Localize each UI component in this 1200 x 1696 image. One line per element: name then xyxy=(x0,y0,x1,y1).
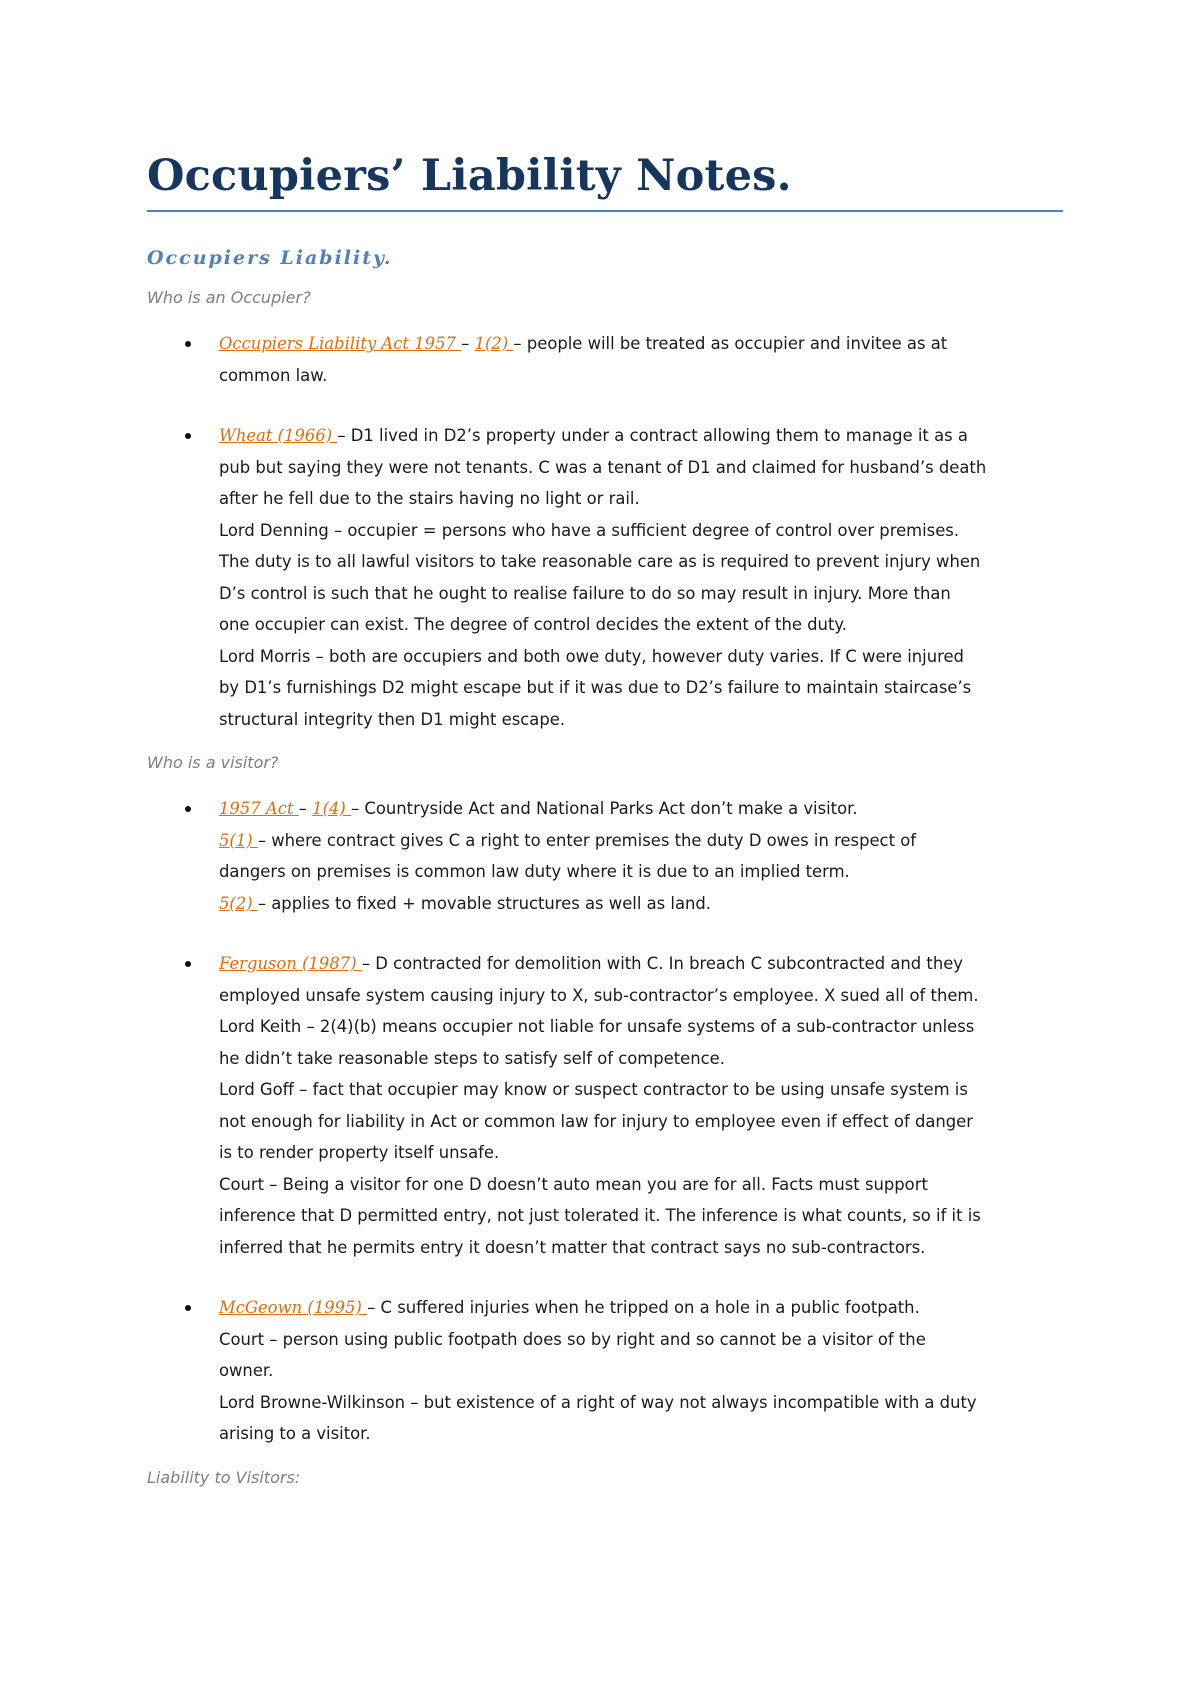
case-link[interactable]: McGeown (1995) xyxy=(219,1298,368,1317)
list-item xyxy=(147,1292,1063,1450)
item-line: common law. xyxy=(219,365,328,385)
separator-text: – xyxy=(461,334,475,353)
item-line: arising to a visitor. xyxy=(219,1424,371,1443)
case-link[interactable]: Wheat (1966) xyxy=(219,426,338,445)
section-heading: Occupiers Liability. xyxy=(147,247,393,269)
item-line: structural integrity then D1 might escape. xyxy=(219,709,566,729)
item-line: dangers on premises is common law duty where it is due to an implied term. xyxy=(219,862,850,881)
item-text: – where contract gives C a right to enter premises the duty D owes in respect of xyxy=(257,830,917,850)
item-line xyxy=(219,888,1063,920)
item-line: Lord Keith – 2(4)(b) means occupier not liable for unsafe systems of a sub-contractor unless xyxy=(219,1017,975,1036)
item-line: he didn’t take reasonable steps to satisfy self of competence. xyxy=(219,1048,725,1068)
item-line: owner. xyxy=(219,1361,274,1380)
bullet-icon xyxy=(185,961,191,967)
section-link[interactable]: 5(1) xyxy=(219,830,258,850)
act-link[interactable]: 1957 Act xyxy=(219,799,299,818)
list-item xyxy=(147,328,1063,391)
item-line: inferred that he permits entry it doesn’t matter that contract says no sub-contractors. xyxy=(219,1237,926,1257)
item-line: Court – person using public footpath does so by right and so cannot be a visitor of the xyxy=(219,1329,926,1349)
item-line xyxy=(219,420,1063,452)
item-line: not enough for liability in Act or common law for injury to employee even if effect of danger xyxy=(219,1111,974,1131)
item-line xyxy=(219,793,1063,825)
item-line: by D1’s furnishings D2 might escape but if it was due to D2’s failure to maintain staircase’s xyxy=(219,678,972,697)
separator-text: – xyxy=(298,799,313,818)
item-text: – applies to fixed + movable structures as well as land. xyxy=(257,893,712,913)
subheading-who-occupier: Who is an Occupier? xyxy=(147,288,311,307)
bullet-icon xyxy=(185,1305,191,1311)
item-text: – Countryside Act and National Parks Act don’t make a visitor. xyxy=(351,799,858,818)
section-link[interactable]: 1(2) xyxy=(474,334,514,353)
item-text: – D1 lived in D2’s property under a contract allowing them to manage it as a xyxy=(337,426,968,445)
item-line: The duty is to all lawful visitors to take reasonable care as is required to prevent injury when xyxy=(219,552,981,571)
item-line: after he fell due to the stairs having no light or rail. xyxy=(219,489,640,508)
item-line xyxy=(219,948,1063,980)
bullet-icon xyxy=(185,806,191,812)
item-line: Lord Browne-Wilkinson – but existence of a right of way not always incompatible with a duty xyxy=(219,1392,977,1412)
visitor-list xyxy=(147,793,1063,1450)
item-line xyxy=(219,328,1063,360)
item-text: – C suffered injuries when he tripped on a hole in a public footpath. xyxy=(367,1298,920,1317)
item-line xyxy=(219,825,1063,857)
item-line: Court – Being a visitor for one D doesn’t auto mean you are for all. Facts must support xyxy=(219,1174,928,1194)
item-line: one occupier can exist. The degree of control decides the extent of the duty. xyxy=(219,615,847,634)
document-body xyxy=(147,150,1063,1488)
item-line: employed unsafe system causing injury to X, sub-contractor’s employee. X sued all of them. xyxy=(219,985,979,1005)
document-title: Occupiers’ Liability Notes. xyxy=(147,150,1063,212)
subheading-who-visitor: Who is a visitor? xyxy=(147,753,279,772)
item-line: Lord Denning – occupier = persons who have a sufficient degree of control over premises. xyxy=(219,520,960,540)
case-link[interactable]: Ferguson (1987) xyxy=(219,954,362,973)
item-line: pub but saying they were not tenants. C was a tenant of D1 and claimed for husband’s death xyxy=(219,457,987,477)
section-link[interactable]: 1(4) xyxy=(312,799,352,818)
list-item xyxy=(147,420,1063,735)
item-text: – D contracted for demolition with C. In breach C subcontracted and they xyxy=(361,954,963,973)
occupier-list xyxy=(147,328,1063,735)
item-text: – people will be treated as occupier and invitee as at xyxy=(513,334,948,353)
case-link[interactable]: Occupiers Liability Act 1957 xyxy=(219,334,462,353)
list-item xyxy=(147,793,1063,919)
item-line: D’s control is such that he ought to realise failure to do so may result in injury. More than xyxy=(219,583,951,603)
item-line: inference that D permitted entry, not just tolerated it. The inference is what counts, so if it is xyxy=(219,1206,981,1225)
item-line: Lord Morris – both are occupiers and both owe duty, however duty varies. If C were injured xyxy=(219,646,964,666)
item-line xyxy=(219,1292,1063,1324)
list-item xyxy=(147,948,1063,1263)
item-line: Lord Goff – fact that occupier may know or suspect contractor to be using unsafe system is xyxy=(219,1080,968,1099)
section-link[interactable]: 5(2) xyxy=(219,893,258,913)
item-line: is to render property itself unsafe. xyxy=(219,1143,500,1162)
bullet-icon xyxy=(185,341,191,347)
subheading-liability: Liability to Visitors: xyxy=(147,1467,301,1487)
bullet-icon xyxy=(185,433,191,439)
